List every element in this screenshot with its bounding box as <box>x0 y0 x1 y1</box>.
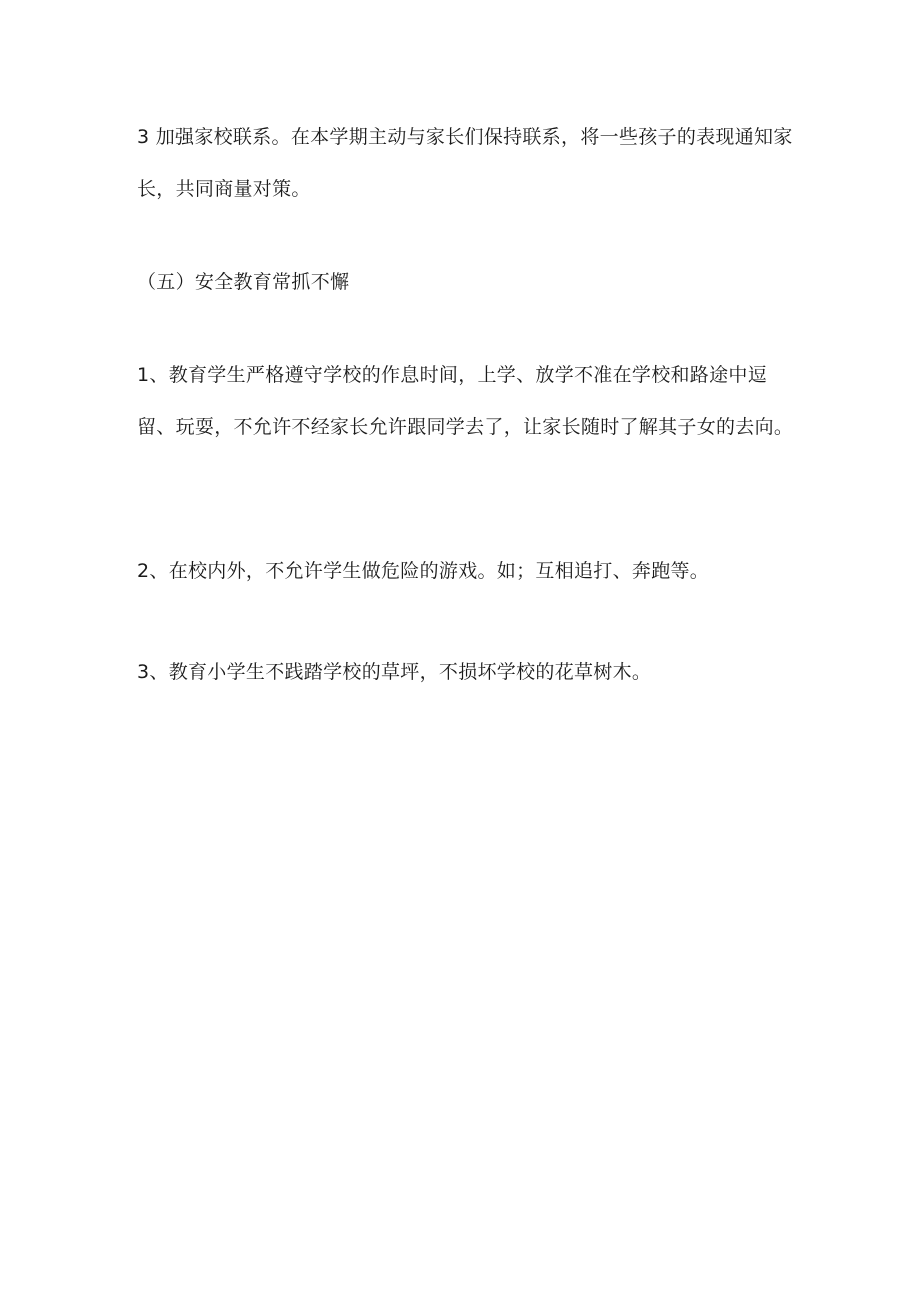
paragraph-protect-lawn: 3、教育小学生不践踏学校的草坪，不损坏学校的花草树木。 <box>137 661 652 683</box>
paragraph-home-school-contact: 3 加强家校联系。在本学期主动与家长们保持联系，将一些孩子的表现通知家长，共同商量对策。 <box>137 126 793 200</box>
paragraph-schedule-rules: 1、教育学生严格遵守学校的作息时间，上学、放学不准在学校和路途中逗留、玩耍，不允许不经家长允许跟同学去了，让家长随时了解其子女的去向。 <box>137 364 794 438</box>
section-heading-safety-education: （五）安全教育常抓不懈 <box>137 271 350 293</box>
paragraph-no-dangerous-games: 2、在校内外，不允许学生做危险的游戏。如；互相追打、奔跑等。 <box>137 560 710 582</box>
